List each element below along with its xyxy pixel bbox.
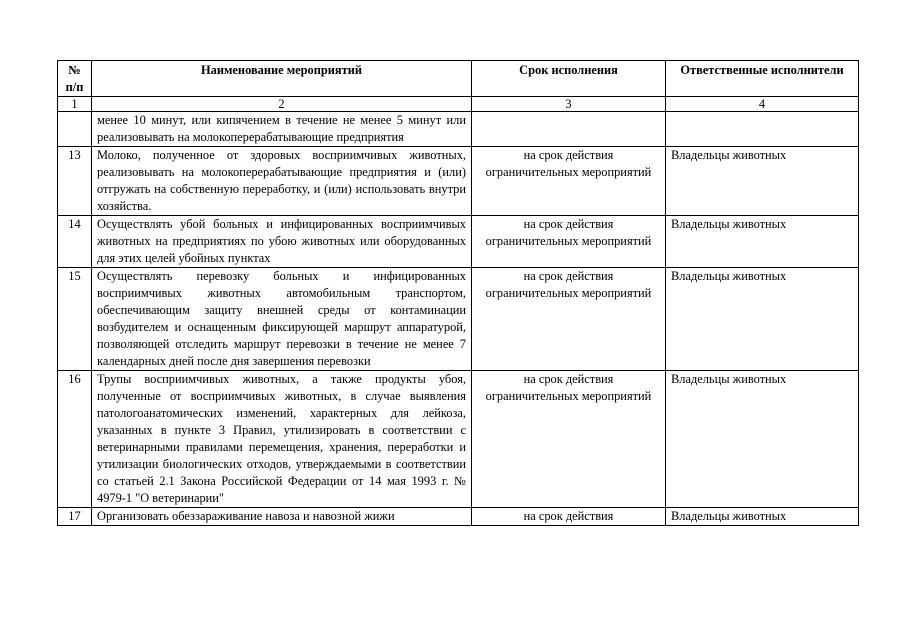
measures-table (57, 60, 859, 526)
row-number (58, 112, 92, 147)
row-term: на срок действия (472, 508, 666, 526)
row-description: Организовать обеззараживание навоза и навозной жижи (92, 508, 472, 526)
row-description: Трупы восприимчивых животных, а также продукты убоя, полученные от восприимчивых животных, в случае выявления патологоанатомических изменений, характерных для лейкоза, указанных в пункте 3 Правил, утилизировать в соответствии с ветеринарными правилами перемещения, хранения, переработки и утилизации биологических отходов, утверждаемыми в соответствии со статьей 2.1 Закона Российской Федерации от 14 мая 1993 г. № 4979-1 "О ветеринарии" (92, 371, 472, 508)
table-row (58, 371, 859, 508)
row-number: 14 (58, 216, 92, 268)
table-row (58, 112, 859, 147)
row-description: Осуществлять перевозку больных и инфицированных восприимчивых животных автомобильным транспортом, обеспечивающим защиту внешней среды от контаминации возбудителем и оснащенным фиксирующей маршрут аппаратурой, позволяющей отследить маршрут перевозки в течение не менее 7 календарных дней после дня завершения перевозки (92, 268, 472, 371)
row-responsible: Владельцы животных (666, 216, 859, 268)
row-number: 17 (58, 508, 92, 526)
row-term: на срок действия ограничительных мероприятий (472, 147, 666, 216)
header-term: Срок исполнения (472, 61, 666, 97)
table-row (58, 147, 859, 216)
column-index: 2 (92, 97, 472, 112)
header-name: Наименование мероприятий (92, 61, 472, 97)
row-number: 13 (58, 147, 92, 216)
row-responsible: Владельцы животных (666, 371, 859, 508)
column-index: 1 (58, 97, 92, 112)
row-term: на срок действия ограничительных мероприятий (472, 371, 666, 508)
row-description: Осуществлять убой больных и инфицированных восприимчивых животных на предприятиях по убою животных или оборудованных для этих целей убойных пунктах (92, 216, 472, 268)
header-num: № п/п (58, 61, 92, 97)
row-responsible: Владельцы животных (666, 508, 859, 526)
row-term: на срок действия ограничительных мероприятий (472, 216, 666, 268)
column-index: 4 (666, 97, 859, 112)
row-description: Молоко, полученное от здоровых восприимчивых животных, реализовывать на молокоперерабатывающие предприятия и (или) отгружать на собственную переработку, и (или) использовать внутри хозяйства. (92, 147, 472, 216)
row-term: на срок действия ограничительных мероприятий (472, 268, 666, 371)
table-row (58, 268, 859, 371)
table-row (58, 216, 859, 268)
row-number: 15 (58, 268, 92, 371)
header-row (58, 61, 859, 97)
row-term (472, 112, 666, 147)
column-index: 3 (472, 97, 666, 112)
row-responsible (666, 112, 859, 147)
column-index-row (58, 97, 859, 112)
row-number: 16 (58, 371, 92, 508)
row-responsible: Владельцы животных (666, 147, 859, 216)
header-responsible: Ответственные исполнители (666, 61, 859, 97)
row-responsible: Владельцы животных (666, 268, 859, 371)
table-row (58, 508, 859, 526)
row-description: менее 10 минут, или кипячением в течение не менее 5 минут или реализовывать на молокоперерабатывающие предприятия (92, 112, 472, 147)
